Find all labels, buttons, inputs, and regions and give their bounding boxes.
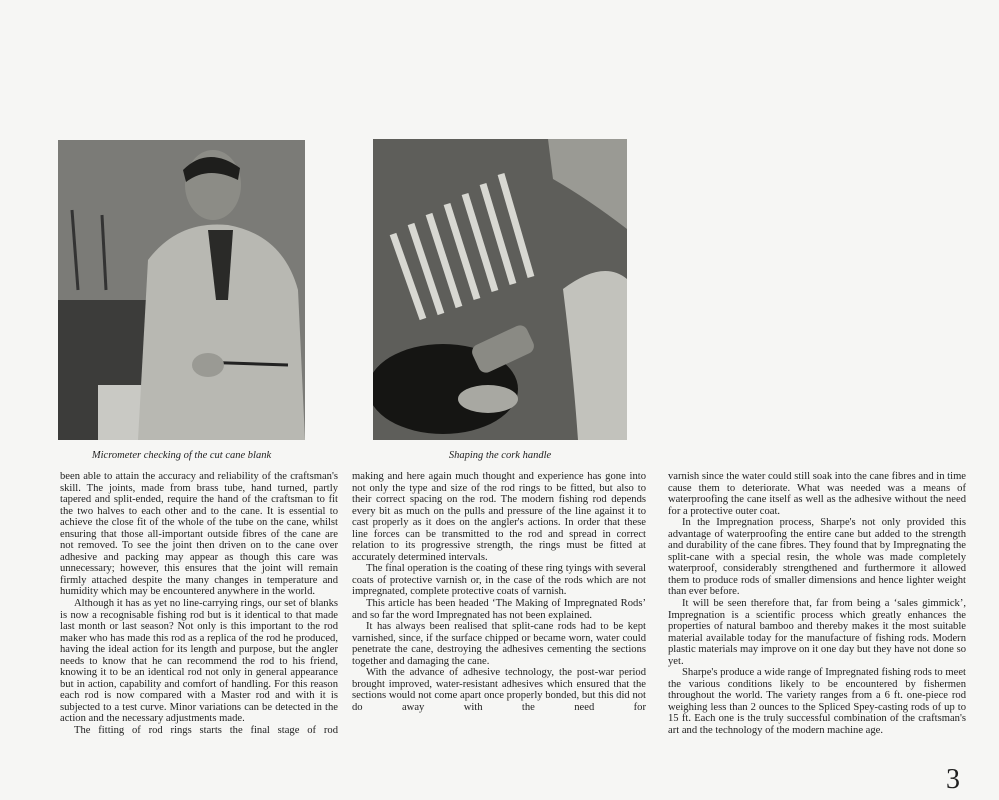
text-column-2 bbox=[352, 471, 646, 713]
photo-caption: Micrometer checking of the cut cane blank bbox=[91, 450, 272, 461]
paragraph: It will be seen therefore that, far from being a ‘sales gimmick’, Impregnation is a scientific process which greatly enhances the properties of natural bamboo and thereby makes it the most suitable material available today for the manufacture of fishing rods. Modern plastic materials may improve on it one day but they have not done so yet. bbox=[668, 598, 966, 667]
photo-craftsman-illustration bbox=[58, 140, 305, 440]
page-number: 3 bbox=[946, 764, 960, 795]
text-column-1 bbox=[60, 471, 338, 737]
text-column-3 bbox=[668, 471, 966, 737]
paragraph: The fitting of rod rings starts the final stage of rod bbox=[74, 725, 338, 737]
paragraph: With the advance of adhesive technology, the post-war period brought improved, water-resistant adhesives which ensured that the sections would not come apart once properly bonded, but this did not do away with the need for bbox=[352, 667, 646, 713]
paragraph: Sharpe's produce a wide range of Impregnated fishing rods to meet the various conditions likely to be encountered by fishermen throughout the world. The variety ranges from a 6 ft. one-piece rod weighing less than 2 ounces to the Spliced Spey-casting rods of up to 15 ft. Each one is the truly successful combination of the craftsman's art and the technology of the modern machine age. bbox=[668, 667, 966, 737]
paragraph: In the Impregnation process, Sharpe's not only provided this advantage of waterproofing the entire cane but added to the strength and durability of the cane fibres. They found that by Impregnating the split-cane with a special resin, the whole was made completely waterproof, considerably strengthened and furthermore it allowed them to produce rods of smaller dimensions and hence lighter weight than ever before. bbox=[668, 517, 966, 598]
paragraph: This article has been headed ‘The Making of Impregnated Rods’ and so far the word Impregnated has not been explained. bbox=[352, 598, 646, 621]
paragraph: making and here again much thought and experience has gone into not only the type and size of the rod rings to be fitted, but also to their correct spacing on the rod. The modern fishing rod depends every bit as much on the pulls and pressure of the line against it to cast properly as it does on the angler's actions. In order that these line forces can be transmitted to the rod and spread in correct relation to its progressive strength, the rings must be fitted at accurately determined intervals. bbox=[352, 471, 646, 563]
paragraph: varnish since the water could still soak into the cane fibres and in time cause them to deteriorate. What was needed was a means of waterproofing the cane itself as well as the adhesive without the need for a protective outer coat. bbox=[668, 471, 967, 517]
paragraph: Although it has as yet no line-carrying rings, our set of blanks is now a recognisable fishing rod but is it identical to that made last month or last season? Not only is this important to the rod maker who has made this rod as a replica of the rod he produced, having the ideal action for its length and purpose, but the angler needs to know that he can recommend the rod to his friend, knowing it to be an identical rod not only in general appearance but in action, capability and comfort of handling. For this reason each rod is now compared with a Master rod and with it is subjected to a test curve. Minor variations can be detected in the action and the necessary adjustments made. bbox=[60, 598, 338, 725]
photo-lathe-illustration bbox=[373, 139, 627, 440]
paragraph: been able to attain the accuracy and reliability of the craftsman's skill. The joints, made from brass tube, hand turned, partly tapered and split-ended, require the hand of the craftsman to fit the two halves to each other and to the cane. It is essential to achieve the close fit of the whole of the tube on the cane, whilst ensuring that those all-important outside fibres of the cane are not removed. To see the joint then driven on to the cane over adhesive and packing may appear as though this care was unnecessary; however, this ensures that the joint will remain firmly attached despite the many changes in temperature and humidity which may be encountered anywhere in the world. bbox=[60, 471, 338, 598]
photo-caption: Shaping the cork handle bbox=[448, 450, 552, 461]
paragraph: It has always been realised that split-cane rods had to be kept varnished, since, if the surface chipped or became worn, water could penetrate the cane, destroying the adhesives cementing the sections together and damaging the cane. bbox=[352, 621, 646, 667]
photo-shaping-cork-handle bbox=[373, 139, 627, 440]
photo-micrometer-checking bbox=[58, 140, 305, 440]
paragraph: The final operation is the coating of these ring tyings with several coats of protective varnish or, in the case of the rods which are not impregnated, complete protective coats of varnish. bbox=[352, 563, 646, 598]
